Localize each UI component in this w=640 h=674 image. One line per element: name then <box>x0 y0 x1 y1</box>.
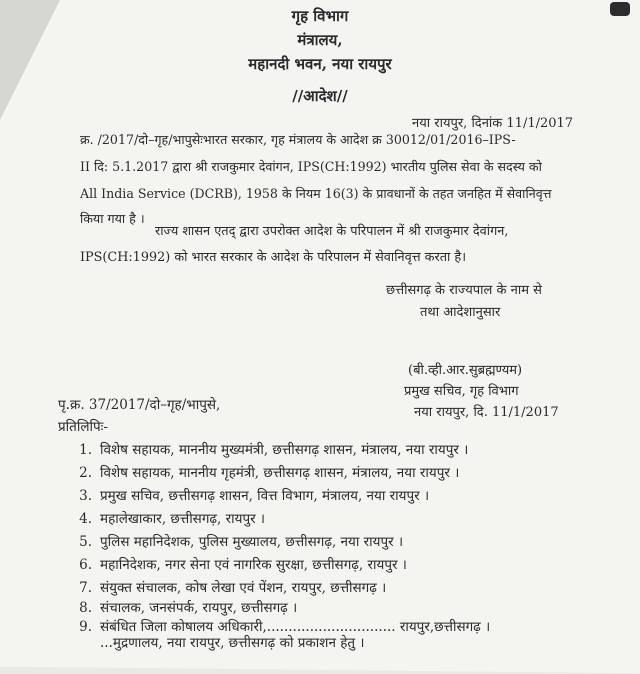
ministry-heading: मंत्रालय, <box>297 31 343 49</box>
signatory-designation: प्रमुख सचिव, गृह विभाग <box>404 384 519 399</box>
department-heading: गृह विभाग <box>291 7 349 25</box>
list-number: 3. <box>79 488 92 504</box>
list-number: 2. <box>79 465 92 481</box>
list-item <box>72 509 265 527</box>
list-item <box>72 578 386 596</box>
order-date: नया रायपुर, दिनांक 11/1/2017 <box>412 116 574 131</box>
para1-line: किया गया है । <box>80 211 145 226</box>
list-text: प्रमुख सचिव, छत्तीसगढ़ शासन, वित्त विभाग, मंत्रालय, नया रायपुर । <box>100 488 430 504</box>
para1-line: क्र. /2017/दो–गृह/भापुसेःभारत सरकार, गृह मंत्रालय के आदेश क्र 30012/01/2016–IPS- <box>80 132 516 147</box>
para1-line: II दि: 5.1.2017 द्वारा श्री राजकुमार देवांगन, IPS(CH:1992) भारतीय पुलिस सेवा के सदस्य को <box>80 159 542 174</box>
governor-line: तथा आदेशानुसार <box>420 305 501 320</box>
list-item <box>72 555 407 573</box>
order-title: //आदेश// <box>292 87 348 105</box>
list-number: 6. <box>79 557 92 573</box>
para2-line: IPS(CH:1992) को भारत सरकार के आदेश के परिपालन में सेवानिवृत्त करता है। <box>80 250 467 265</box>
signatory-date: नया रायपुर, दि. 11/1/2017 <box>414 405 559 420</box>
list-text: विशेष सहायक, माननीय मुख्यमंत्री, छत्तीसगढ़ शासन, मंत्रालय, नया रायपुर । <box>100 442 469 458</box>
list-text: संचालक, जनसंपर्क, रायपुर, छत्तीसगढ़ । <box>100 600 298 616</box>
list-text: पुलिस महानिदेशक, पुलिस मुख्यालय, छत्तीसगढ़, नया रायपुर । <box>100 534 404 550</box>
copy-to-label: प्रतिलिपिः- <box>58 419 108 435</box>
governor-line: छत्तीसगढ़ के राज्यपाल के नाम से <box>386 283 542 298</box>
list-text: संबंधित जिला कोषालय अधिकारी,.............................. रायपुर,छत्तीसगढ़ । <box>100 619 491 635</box>
endorsement-number: पृ.क्र. 37/2017/दो–गृह/भापुसे, <box>58 397 221 413</box>
list-item <box>72 486 429 504</box>
list-text: संयुक्त संचालक, कोष लेखा एवं पेंशन, रायपुर, छत्तीसगढ़ । <box>100 580 387 596</box>
para2-line: राज्य शासन एतद् द्वारा उपरोक्त आदेश के परिपालन में श्री राजकुमार देवांगन, <box>155 224 509 239</box>
list-text: महालेखाकार, छत्तीसगढ़, रायपुर । <box>100 511 266 527</box>
list-text: ...मुद्रणालय, नया रायपुर, छत्तीसगढ़ को प्रकाशन हेतु । <box>100 635 365 651</box>
list-item <box>72 463 459 481</box>
list-number: 8. <box>79 600 92 616</box>
list-text: महानिदेशक, नगर सेना एवं नागरिक सुरक्षा, छत्तीसगढ़, रायपुर । <box>100 557 407 573</box>
list-item <box>72 440 468 458</box>
list-item <box>72 532 403 550</box>
address-heading: महानदी भवन, नया रायपुर <box>248 55 392 73</box>
list-number: 7. <box>79 580 92 596</box>
list-number: 9. <box>79 619 92 635</box>
list-number: 1. <box>79 442 92 458</box>
list-number: 4. <box>79 511 92 527</box>
list-number: 5. <box>79 534 92 550</box>
para1-line: All India Service (DCRB), 1958 के नियम 16(3) के प्रावधानों के तहत जनहित में सेवानिवृत्त <box>80 186 552 201</box>
signatory-name: (बी.व्ही.आर.सुब्रह्मण्यम) <box>408 363 523 378</box>
list-text: विशेष सहायक, माननीय गृहमंत्री, छत्तीसगढ़ शासन, मंत्रालय, नया रायपुर । <box>100 465 460 481</box>
list-item <box>72 633 365 651</box>
list-item <box>72 598 297 616</box>
